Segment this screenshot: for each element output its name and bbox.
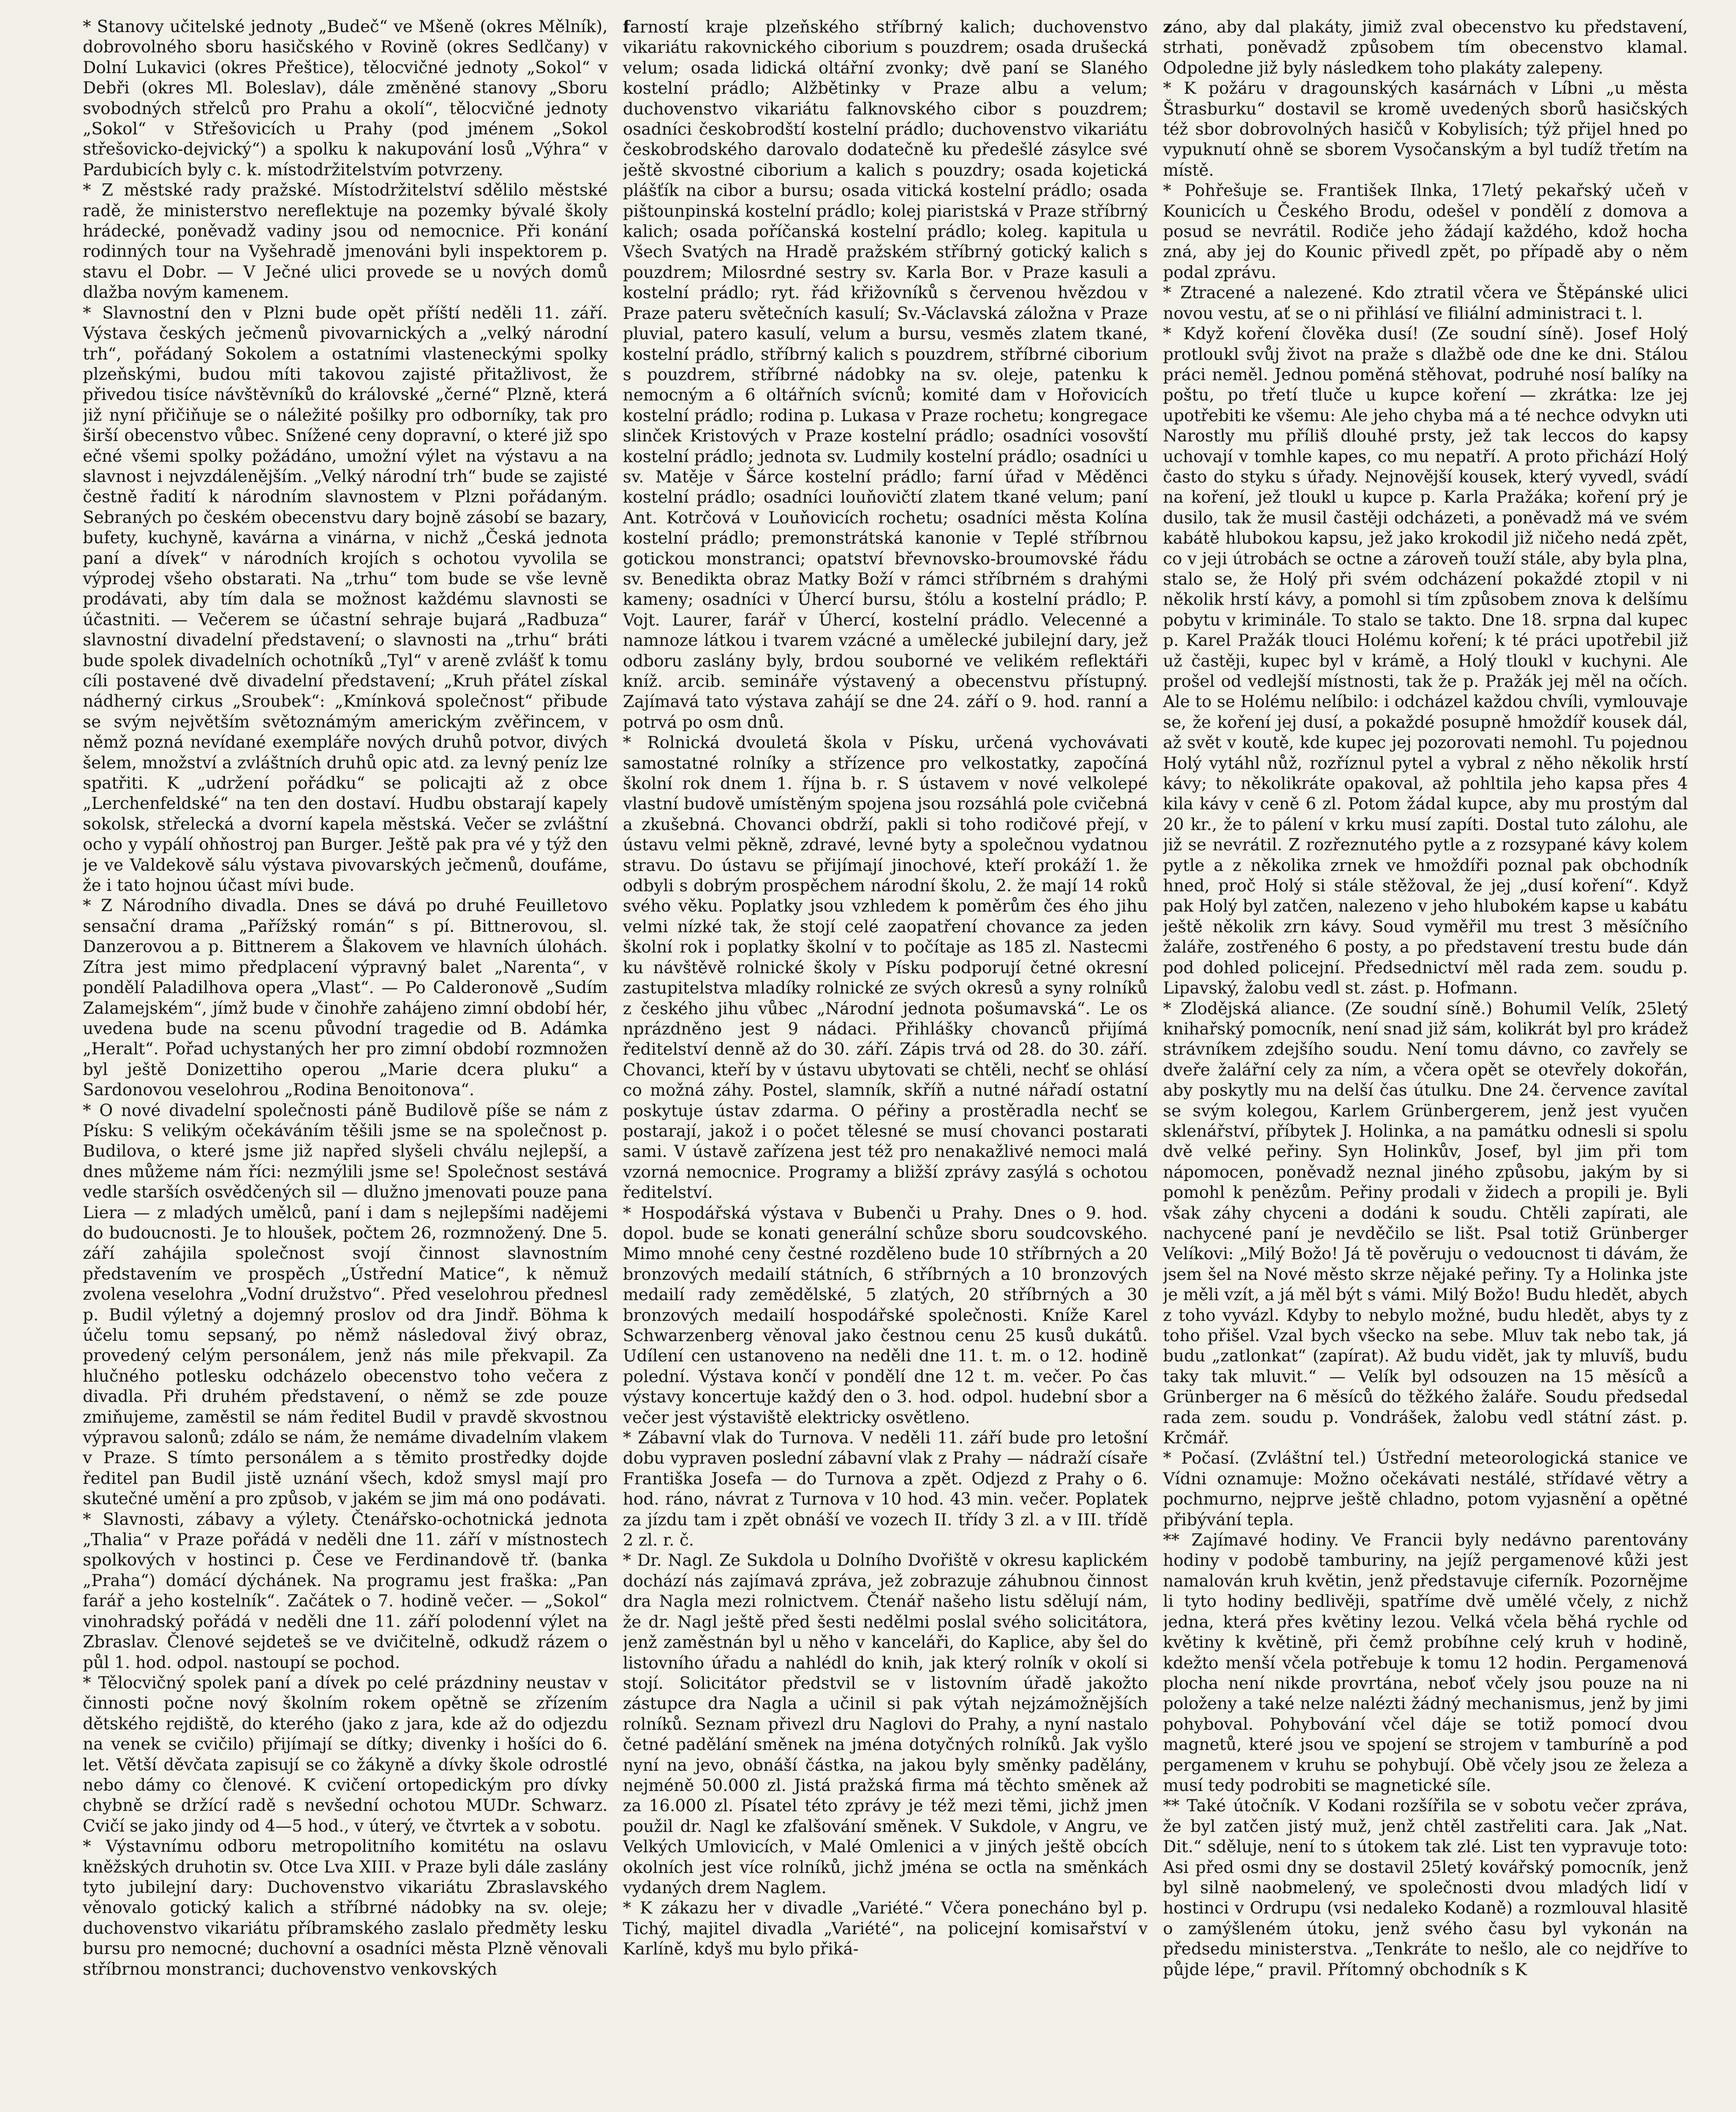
article-paragraph: * Pohřešuje se. František Ilnka, 17letý pekařský učeň v Kounicích u Českého Brodu, odešel v pondělí z domova a posud se nevrátil. Rodiče jeho žádají každého, kdož hocha zná, aby jej do Kounic přivedl zpět, po případě aby o něm podal zprávu. — [1163, 181, 1688, 282]
article-paragraph: ** Zajímavé hodiny. Ve Francii byly nedávno parentovány hodiny v podobě tamburiny, na jejíž pergamenové kůži jest namalován kruh květin, jenž představuje ciferník. Pozornějme li tyto hodiny bedlivěji, spatříme dvě umělé včely, z nichž jedna, která přes květiny lezou. Velká včela běhá rychle od květiny k květině, při čemž probíhne celý kruh v hodině, kdežto menší včela potřebuje k tomu 12 hodin. Pergamenová plocha není nikde provrtána, neboť včely jsou pouze na ni položeny a také nelze nalézti žádný mechanismus, jenž by jimi pohyboval. Pohybování včel dáje se totiž pomocí dvou magnetů, které jsou ve spojení se strojem v tamburíně a pod pergamenem v kruhu se pohybují. Obě včely jsou ze železa a musí tedy podrobiti se magnetické síle. — [1163, 1531, 1688, 1795]
article-paragraph: * Ztracené a nalezené. Kdo ztratil včera ve Štěpánské ulici novou vestu, ať se o ni přihlásí ve filiální administraci t. l. — [1163, 283, 1688, 323]
column-3 — [1163, 17, 1688, 2112]
article-paragraph: * Hospodářská výstava v Bubenči u Prahy. Dnes o 9. hod. dopol. bude se konati generální schůze sboru soudcovského. Mimo mnohé ceny čestné rozděleno bude 10 stříbrných a 20 bronzových medailí státních, 6 stříbrných a 10 bronzových medailí rady zemědělské, 5 zlatých, 20 stříbrných a 30 bronzových medailí hospodářské společnosti. Kníže Karel Schwarzenberg věnoval jako čestnou cenu 25 kusů dukátů. Udílení cen ustanoveno na neděli dne 11. t. m. o 12. hodině polední. Výstava končí v pondělí dne 12 t. m. večer. Po čas výstavy koncertuje každý den o 3. hod. odpol. hudební sbor a večer jest výstaviště elektricky osvětleno. — [623, 1203, 1148, 1427]
column-2 — [623, 17, 1148, 2112]
article-paragraph: * Výstavnímu odboru metropolitního komitétu na oslavu kněžských druhotin sv. Otce Lva XIII. v Praze byli dále zaslány tyto jubilejní dary: Duchovenstvo vikariátu Zbraslavského věnovalo gotický kalich a stříbrné nádobky na sv. oleje; duchovenstvo vikariátu příbramského zaslalo předměty lesku bursu pro nemocné; duchovní a osadníci města Plzně věnovali stříbrnou monstranci; duchovenstvo venkovských — [83, 1837, 608, 1979]
article-paragraph: farností kraje plzeňského stříbrný kalich; duchovenstvo vikariátu rakovnického ciborium s pouzdrem; osada drušecká velum; osada lidická oltářní zvonky; dvě paní se Slaného kostelní prádlo; Alžbětinky v Praze albu a velum; duchovenstvo vikariátu falknovského cibor s pouzdrem; osadníci českobrodští kostelní prádlo; duchovenstvo vikariátu českobrodského darovalo dodatečně ku předešlé zásylce své ještě skvostné ciborium a kalich s pouzdry; osada kojetická plášťík na cibor a bursu; osada vitická kostelní prádlo; osada pištounpinská kostelní prádlo; kolej piaristská v Praze stříbrný kalich; osada poříčanská kostelní prádlo; koleg. kapitula u Všech Svatých na Hradě pražském stříbrný gotický kalich s pouzdrem; Milosrdné sestry sv. Karla Bor. v Praze kasuli a kostelní prádlo; ryt. řád křižovníků s červenou hvězdou v Praze pateru světečních kasulí; Sv.-Václavská záložna v Praze pluvial, patero kasulí, velum a bursu, vesměs zlatem tkané, kostelní prádlo, stříbrný kalich s pouzdrem, stříbrné ciborium s pouzdrem, stříbrné nádobky na sv. oleje, patenku k nemocným a 6 oltářních svícnů; komité dam v Hořovicích kostelní prádlo; rodina p. Lukasa v Praze rochetu; kongregace slinček Kristových v Praze kostelní prádlo; osadníci vosovští kostelní prádlo; jednota sv. Ludmily kostelní prádlo; osadníci u sv. Matěje v Šárce kostelní prádlo; farní úřad v Měděnci kostelní prádlo; osadníci louňovičtí zlatem tkané velum; paní Ant. Kotrčová v Louňovicích rochetu; osadníci města Kolína kostelní prádlo; premonstrátská kanonie v Teplé stříbrnou gotickou monstranci; opatství břevnovsko-broumovské řádu sv. Benedikta obraz Matky Boží v rámci stříbrném s drahými kameny; osadníci v Úhercí bursu, štólu a kostelní prádlo; P. Vojt. Laurer, farář v Úhercí, kostelní prádlo. Velecenné a namnoze látkou i tvarem vzácné a umělecké jubilejní dary, jež odboru zaslány byly, brdou souborné ve velikém reflektáři kníž. arcib. semináře výstavený a obecenstvu přístupný. Zajímavá tato výstava zahájí se dne 24. září o 9. hod. ranní a potrvá po osm dnů. — [623, 17, 1148, 732]
article-columns — [83, 17, 1688, 2112]
article-paragraph: * Slavnostní den v Plzni bude opět příští neděli 11. září. Výstava českých ječmenů pivovarnických a „velký národní trh“, pořádaný Sokolem a ostatními vlasteneckými spolky plzeňskými, budou míti takovou zajisté přitažlivost, že přivedou tisíce návštěvníků do královské „černé“ Plzně, která již nyní přičiňuje se o náležité pošilky pro odborníky, tak pro širší obecenstvo vůbec. Snížené ceny dopravní, o které již spo ečné všemi spolky požádáno, umožní výlet na výstavu a na slavnost i nejvzdálenějším. „Velký národní trh“ bude se zajisté čestně řadití k národním slavnostem v Plzni pořádaným. Sebraných po českém obecenstvu dary bojně zásobí se bazary, bufety, kuchyně, kavárna a vinárna, v nichž „Česká jednota paní a dívek“ v národních krojích s ochotou vyvolila se výprodej všeho obstarati. Na „trhu“ tom bude se vše levně prodávati, aby tím dala se možnost každému slavnosti se účastniti. — Večerem se účastní sehraje bujará „Radbuza“ slavnostní divadelní představení; o slavnosti na „trhu“ bráti bude spolek divadelních ochotníků „Tyl“ v areně zvlášť k tomu cíli postavené dvě divadelní představení; „Kruh přátel získal nádherný cirkus „Sroubek“: „Kmínková společnost“ přibude se svým největším světoznámým americkým zvěřincem, v němž pozná nevídané exempláře nových druhů potvor, divých šelem, množství a zvláštních druhů opic atd. za levný peníz lze spatřiti. K „udržení pořádku“ se policajti až z obce „Lerchenfeldské“ na ten den dostaví. Hudbu obstarají kapely sokolsk, střelecká a dvorní kapela městská. Večer se zvláštní ocho y vypálí ohňostroj pan Burger. Ještě pak pra vé y týž den je ve Valdekově sálu výstava pivovarských ječmenů, doufáme, že i tato hojnou účast mívi bude. — [83, 303, 608, 895]
article-paragraph: * Počasí. (Zvláštní tel.) Ústřední meteorologická stanice ve Vídni oznamuje: Možno očekávati nestálé, střídavé větry a pochmurno, nejprve ještě chladno, potom vyjasnění a opětné přibývání tepla. — [1163, 1449, 1688, 1530]
article-paragraph: ** Také útočník. V Kodani rozšířila se v sobotu večer zpráva, že byl zatčen jistý muž, jenž chtěl zastřeliti cara. Jak „Nat. Dit.“ sděluje, není to s útokem tak zlé. List ten vypravuje toto: Asi před osmi dny se dostavil 25letý kovářský pomocník, jenž byl silně naobmelený, ve společnosti dvou mladých lidí v hostinci v Ordrupu (vsi nedaleko Kodaně) a rozmlouval hlasitě o zamýšleném útoku, jenž svého času byl vykonán na předsedu ministerstva. „Tenkráte to nešlo, ale co nejdříve to půjde lépe,“ pravil. Přítomný obchodník s K — [1163, 1796, 1688, 1979]
article-paragraph: * Z Národního divadla. Dnes se dává po druhé Feuilletovo sensační drama „Pařížský román“ s pí. Bittnerovou, sl. Danzerovou a p. Bittnerem a Šlakovem ve hlavních úlohách. Zítra jest mimo předplacení výpravný balet „Narenta“, v pondělí Paladilhova opera „Vlast“. — Po Calderonově „Sudím Zalamejském“, jímž bude v činohře zahájeno zimní období hér, uvedena bude na scenu původní tragedie od B. Adámka „Heralt“. Pořad uchystaných her pro zimní období rozmnožen byl ještě Donizettiho operou „Marie dcera pluku“ a Sardonovou veselohrou „Rodina Benoitonova“. — [83, 896, 608, 1100]
article-paragraph: * Z městské rady pražské. Místodržitelství sdělilo městské radě, že ministerstvo nereflektuje na pozemky bývalé školy hrádecké, poněvadž vadiny jsou od nemocnice. Při konání rodinných tour na Vyšehradě jmenováni byli inspektorem p. stavu el Dobr. — V Ječné ulici provede se u nových domů dlažba novým kamenem. — [83, 181, 608, 302]
article-paragraph: * O nové divadelní společnosti páně Budilově píše se nám z Písku: S velikým očekáváním těšili jsme se na společnost p. Budilova, o které jsme již napřed slyšeli chválu nejlepší, a dnes můžeme nám říci: nezmýlili jsme se! Společnost sestává vedle starších osvědčených sil — dlužno jmenovati pouze pana Liera — z mladých umělců, paní i dam s nejlepšími nadějemi do budoucnosti. Je to hloušek, počtem 26, rozmnožený. Dne 5. září zahájila společnost svojí činnost slavnostním představením ve prospěch „Ústřední Matice“, k němuž zvolena veselohra „Vodní družstvo“. Před veselohrou přednesl p. Budil výletný a dojemný proslov od dra Jindř. Böhma k účelu tomu sepsaný, po němž následoval živý obraz, provedený celým personálem, jenž nás mile překvapil. Za hlučného potlesku odcházelo obecenstvo toho večera z divadla. Při druhém představení, o němž se zde pouze zmiňujeme, zaměstil se nám ředitel Budil v pravdě skvostnou výpravou salonů; zdálo se nám, že nemáme divadelním vlakem v Praze. S tímto personálem a s těmito prostředky dojde ředitel pan Budil jistě uznání všech, kdož smysl mají pro skutečné umění a pro způsob, v jakém se jim má ono podávati. — [83, 1101, 608, 1509]
article-paragraph: * Slavnosti, zábavy a výlety. Čtenářsko-ochotnická jednota „Thalia“ v Praze pořádá v neděli dne 11. září v místnostech spolkových v hostinci p. Čese ve Ferdinandově tř. (banka „Praha“) domácí dýchánek. Na programu jest fraška: „Pan farář a jeho kostelník“. Začátek o 7. hodině večer. — „Sokol“ vinohradský pořádá v neděli dne 11. září polodenní výlet na Zbraslav. Členové sejdeteš se ve dvičitelně, odkudž rázem o půl 1. hod. odpol. nastoupí se pochod. — [83, 1510, 608, 1672]
article-paragraph: * Rolnická dvouletá škola v Písku, určená vychovávati samostatné rolníky a střízence pro velkostatky, započíná školní rok dnem 1. října b. r. S ústavem v nové velkolepé vlastní budově umístěným spojena jsou rozsáhlá pole cvičebná a zkušebná. Chovanci obdrží, pakli si toho rodičové přejí, v ústavu velmi pěkně, zdravé, levné byty a společnou vydatnou stravu. Do ústavu se přijímají jinochové, kteří prokáží 1. že odbyli s dobrým prospěchem národní školu, 2. že mají 14 roků svého věku. Poplatky jsou vzhledem k poměrům čes ého jihu velmi nízké tak, že stojí celé zaopatření chovance za jeden školní rok i poplatky školní v to počítaje as 185 zl. Nastecmi ku návštěvě rolnické školy v Písku podporují četné okresní zastupitelstva mladíky rolnické ze svých okresů a syny rolníků z českého jihu vůbec „Národní jednota pošumavská“. Le os nprázdněno jest 9 nádaci. Přihlášky chovanců přijímá ředitelství denně až do 30. září. Zápis trvá od 28. do 30. září. Chovanci, kteří by v ústavu ubytovati se chtěli, nechť se ohlásí co možná záhy. Postel, slamník, skříň a nutné nářadí ostatní poskytuje ústav zdarma. O péřiny a prostěradla nechť se postarají, jakož i o počet tělesné se musí chovanci postarati sami. V ústavě zařízena jest též pro nenakažlivé nemoci malá vzorná nemocnice. Programy a bližší zprávy zasýlá s ochotou ředitelství. — [623, 733, 1148, 1203]
article-paragraph: záno, aby dal plakáty, jimiž zval obecenstvo ku představení, strhati, poněvadž způsobem tím obecenstvo klamal. Odpoledne již byly následkem toho plakáty zalepeny. — [1163, 17, 1688, 78]
article-paragraph: * Stanovy učitelské jednoty „Budeč“ ve Mšeně (okres Mělník), dobrovolného sboru hasičského v Rovině (okres Sedlčany) v Dolní Lukavici (okres Přeštice), tělocvičné jednoty „Sokol“ v Debři (okres Ml. Boleslav), dále změněné stanovy „Sboru svobodných střelců pro Prahu a okolí“, tělocvičné jednoty „Sokol“ v Střešovicích u Prahy (pod jménem „Sokol střešovicko-dejvický“) a spolku k nakupování losů „Výhra“ v Pardubicích byly c. k. místodržitelstvím potvrzeny. — [83, 17, 608, 180]
article-paragraph: * Tělocvičný spolek paní a dívek po celé prázdniny neustav v činnosti počne nový školním rokem opětně se zřízením dětského rejdiště, do kterého (jako z jara, kde až do odjezdu na venek se cvičilo) přijímají se dítky; divenky i hošíci do 6. let. Větší děvčata zapisují se co žákyně a dívky škole odrostlé nebo dámy co členové. K cvičení ortopedickým pro dívky chybně se držící radě s nevšední ochotou MUDr. Schwarz. Cvičí se jako jindy od 4—5 hod., v úterý, ve čtvrtek a v sobotu. — [83, 1673, 608, 1836]
article-paragraph: * Zábavní vlak do Turnova. V neděli 11. září bude pro letošní dobu vypraven poslední zábavní vlak z Prahy — nádraží císaře Františka Josefa — do Turnova a zpět. Odjezd z Prahy o 6. hod. ráno, návrat z Turnova v 10 hod. 43 min. večer. Poplatek za jízdu tam i zpět obnáší ve vozech II. třídy 3 zl. a v III. třídě 2 zl. r. č. — [623, 1429, 1148, 1550]
article-paragraph: * K požáru v dragounských kasárnách v Líbni „u města Štrasburku“ dostavil se kromě uvedených sborů hasičských též sbor dobrovolných hasičů v Kobylisích; týž přijel hned po vypuknutí ohně se sborem Vysočanským a byl tudíž třetím na místě. — [1163, 79, 1688, 180]
article-paragraph: * Zlodějská aliance. (Ze soudní síně.) Bohumil Velík, 25letý knihařský pomocník, není snad již sám, kolikrát byl pro krádež strávníkem zdejšího soudu. Není tomu dávno, co zavřely se dveře žalářní cely za ním, a včera opět se otevřely dokořán, aby poskytly mu na delší čas útulku. Dne 24. července zavítal se svým kolegou, Karlem Grünbergerem, jenž jest vyučen sklenářství, příbytek J. Holinka, a na památku odnesli si spolu dvě velké peřiny. Syn Holinkův, Josef, byl jim při tom nápomocen, poněvadž neznal jiného způsobu, jakým by si pomohl k penězům. Peřiny prodali v židech a propili je. Byli však záhy chyceni a dodáni k soudu. Chtěli zapírati, ale nachycené paní je nevděčilo se lišt. Psal totiž Grünberger Velíkovi: „Milý Božo! Já tě pověruju o vedoucnost ti dávám, že jsem šel na Nové město skrze nějaké peřiny. Ty a Holinka jste je měli vzít, a já měl být s vámi. Milý Božo! Budu hledět, abych z toho vyvázl. Kdyby to nebylo možné, budu hledět, abys ty z toho přišel. Vzal bych všecko na sebe. Mluv tak nebo tak, já budu „zatlonkat“ (zapírat). Až budu vidět, jak ty mluvíš, budu taky tak mluvit.“ — Velík byl odsouzen na 15 měsíců a Grünberger na 6 měsíců do těžkého žaláře. Soudu předsedal rada zem. soudu p. Vondrášek, žalobu vedl státní zást. p. Krčmář. — [1163, 999, 1688, 1448]
article-paragraph: * Dr. Nagl. Ze Sukdola u Dolního Dvořiště v okresu kaplickém dochází nás zajímavá zpráva, jež zobrazuje záhubnou činnost dra Nagla mezi rolnictvem. Čtenář našeho listu sdělují nám, že dr. Nagl ještě před šesti nedělmi poslal svého solicitátora, jenž zaměstnán byl u něho v kanceláři, do Kaplice, aby šel do listovního úřadu a nahlédl do knih, jak který rolník v okolí si stojí. Solicitátor předstvil se v listovním úřadě jakožto zástupce dra Nagla a učinil si pak výtah nejzámožnějších rolníků. Seznam přivezl dru Naglovi do Prahy, a nyní nastalo četné padělání směnek na jména dotyčných rolníků. Jak vyšlo nyní na jevo, obnáší částka, na jakou byly směnky padělány, nejméně 50.000 zl. Jistá pražská firma má těchto směnek až za 16.000 zl. Písatel této zprávy je též mezi těmi, jichž jmen použil dr. Nagl ke zfalšování směnek. V Sukdole, v Angru, ve Velkých Umlovicích, v Malé Omlenici a v jiných ještě obcích okolních jest více rolníků, jichž jména se octla na směnkách vydaných drem Naglem. — [623, 1551, 1148, 1897]
article-paragraph: * K zákazu her v divadle „Variété.“ Včera ponecháno byl p. Tichý, majitel divadla „Variété“, na policejní komisařství v Karlíně, kdyš mu bylo přiká- — [623, 1899, 1148, 1959]
column-1 — [83, 17, 608, 2112]
article-paragraph: * Když koření člověka dusí! (Ze soudní síně). Josef Holý protloukl svůj život na praže s dlažbě ode dne ke dni. Stálou práci neměl. Jednou poměná stěhovat, podruhé nosí balíky na poštu, po třetí tluče u kupce koření — zkrátka: lze jej upotřebiti ke všemu: Ale jeho chyba má a té nechce odvykn uti Narostly mu příliš dlouhé prsty, jež tak leccos do kapsy uchovají v tomhle kapes, co mu nepatří. A proto přichází Holý často do styku s úřady. Nejnovější kousek, který vyvedl, svádí na koření, jež tloukl u kupce p. Karla Pražáka; koření prý je dusilo, tak že musil častěji odcházeti, a poněvadž má ve svém kabátě hlubokou kapsu, jež jako krokodil již ničeho nedá zpět, co v jeji útrobách se octne a zároveň touží stále, aby byla plna, stalo se, že Holý při svém odcházení pokaždé ztopil v ni několik hrstí kávy, a pomohl si tím způsobem znova k delšímu pobytu v kriminále. To stalo se takto. Dne 18. srpna dal kupec p. Karel Pražák tlouci Holému koření; k té práci upotřebil již už častěji, kupec byl v krámě, a Holý tloukl v kuchyni. Ale prošel od vedlejší místnosti, tak že p. Pražák jej měl na očích. Ale to se Holému nelíbilo: i odcházel každou chvíli, vymlouvaje se, že koření jej dusí, a pokaždé posupně hmoždíř kousek dál, až svět v koutě, kde kupec jej pozorovati nemohl. Tu pojednou Holý vytáhl nůž, rozříznul pytel a vybral z něho několik hrstí kávy; to několikráte opakoval, až pohltila jeho kapsa přes 4 kila kávy v ceně 6 zl. Potom žádal kupce, aby mu prostým dal 20 kr., že to pálení v krku musí zapíti. Dostal tuto zálohu, ale již se nevrátil. Z rozřeznutého pytle a z rozsypané kávy kolem pytle a z několika zrnek ve hmoždíři poznal pak obchodník hned, proč Holý si stále stěžoval, že jej „dusí koření“. Když pak Holý byl zatčen, nalezeno v jeho hlubokém kapse u kabátu ještě několik zrn kávy. Soud vyměřil mu trest 3 měsíčního žaláře, zostřeného 6 posty, a po představení trestu bude dán pod dohled policejní. Předsednictví měl rada zem. soudu p. Lipavský, žalobu vedl st. zást. p. Hofmann. — [1163, 324, 1688, 998]
